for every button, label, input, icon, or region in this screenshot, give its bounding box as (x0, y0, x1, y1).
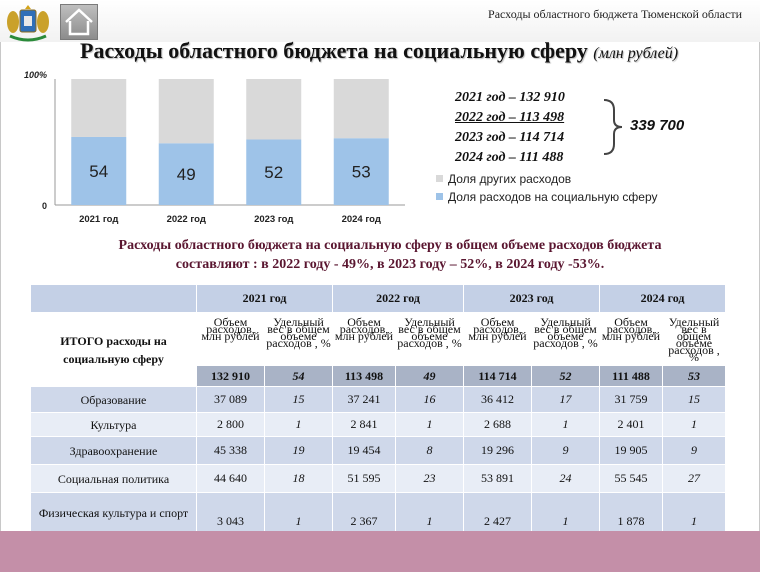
header-year-2021: 2021 год (197, 285, 333, 313)
row-value-cell: 23 (396, 465, 464, 493)
bar-segment (246, 79, 301, 139)
home-button[interactable] (60, 4, 98, 40)
table-row (31, 493, 726, 533)
page-title (80, 38, 678, 64)
row-value-cell: 9 (532, 437, 600, 465)
row-value-cell: 53 891 (464, 465, 532, 493)
row-value-cell: 37 089 (197, 387, 265, 413)
year-total-2024: 2024 год – 111 488 (455, 150, 564, 165)
header-year-2024: 2024 год (600, 285, 726, 313)
org-title: Расходы областного бюджета Тюменской области (488, 7, 742, 21)
row-name: Культура (31, 413, 197, 437)
sub-volume-2021: Объем расходов, млн рублей (197, 313, 265, 366)
header-year-2022: 2022 год (333, 285, 464, 313)
row-value-cell: 2 688 (464, 413, 532, 437)
year-total-2023: 2023 год – 114 714 (455, 130, 565, 145)
legend-item-other (436, 170, 658, 188)
row-value-cell: 1 878 (600, 493, 663, 533)
total-cell: 52 (532, 366, 600, 387)
row-value-cell: 19 454 (333, 437, 396, 465)
row-value-cell: 3 043 (197, 493, 265, 533)
sub-volume-2022: Объем расходов, млн рублей (333, 313, 396, 366)
expenses-table (30, 284, 726, 533)
sub-share-2022: Удельный вес в общем объеме расходов , % (396, 313, 464, 366)
row-value-cell: 24 (532, 465, 600, 493)
bar-segment (71, 79, 126, 137)
row-value-cell: 15 (265, 387, 333, 413)
total-cell: 111 488 (600, 366, 663, 387)
legend-item-social (436, 188, 658, 206)
row-value-cell: 19 905 (600, 437, 663, 465)
total-cell: 49 (396, 366, 464, 387)
row-value-cell: 8 (396, 437, 464, 465)
table-subheader-row (31, 313, 726, 366)
table-header-row (31, 285, 726, 313)
year-total-2021: 2021 год – 132 910 (455, 90, 565, 105)
total-cell: 132 910 (197, 366, 265, 387)
summary-text (60, 236, 720, 274)
bar-data-label: 53 (351, 162, 371, 182)
row-value-cell: 55 545 (600, 465, 663, 493)
sub-share-2021: Удельный вес в общем объеме расходов , % (265, 313, 333, 366)
row-name: Физическая культура и спорт (31, 493, 197, 533)
row-value-cell: 2 401 (600, 413, 663, 437)
summary-line-2: составляют : в 2022 году - 49%, в 2023 году – 52%, в 2024 году -53%. (175, 257, 605, 272)
bar-data-label: 52 (264, 163, 284, 183)
header-empty-cell (31, 285, 197, 313)
x-tick-label: 2021 год (79, 214, 119, 225)
bar-segment (334, 79, 389, 138)
row-value-cell: 2 800 (197, 413, 265, 437)
itogo-label: ИТОГО расходы на социальную сферу (31, 313, 197, 387)
sub-share-2024: Удельный вес в общем объеме расходов , % (663, 313, 726, 366)
y-tick-label: 100% (23, 70, 47, 80)
total-cell: 53 (663, 366, 726, 387)
row-value-cell: 19 (265, 437, 333, 465)
row-value-cell: 27 (663, 465, 726, 493)
row-value-cell: 1 (663, 493, 726, 533)
y-tick-label: 0 (41, 201, 47, 211)
coat-of-arms-icon (6, 4, 50, 42)
x-tick-label: 2022 год (166, 214, 206, 225)
summary-line-1: Расходы областного бюджета на социальную сферу в общем объеме расходов бюджета (118, 238, 662, 253)
total-cell: 113 498 (333, 366, 396, 387)
row-value-cell: 1 (265, 413, 333, 437)
row-value-cell: 2 427 (464, 493, 532, 533)
row-value-cell: 18 (265, 465, 333, 493)
total-cell: 54 (265, 366, 333, 387)
row-value-cell: 9 (663, 437, 726, 465)
row-value-cell: 15 (663, 387, 726, 413)
row-value-cell: 1 (396, 493, 464, 533)
row-value-cell: 51 595 (333, 465, 396, 493)
year-total-2022: 2022 год – 113 498 (455, 110, 565, 125)
row-value-cell: 1 (265, 493, 333, 533)
row-name: Социальная политика (31, 465, 197, 493)
legend-label-other: Доля других расходов (448, 172, 572, 186)
row-name: Здравоохранение (31, 437, 197, 465)
chart-legend (436, 170, 658, 206)
row-name: Образование (31, 387, 197, 413)
table-row (31, 465, 726, 493)
row-value-cell: 2 841 (333, 413, 396, 437)
year-totals-list (455, 88, 565, 168)
row-value-cell: 1 (532, 413, 600, 437)
title-unit: (млн рублей) (593, 45, 679, 62)
row-value-cell: 1 (532, 493, 600, 533)
row-value-cell: 45 338 (197, 437, 265, 465)
row-value-cell: 37 241 (333, 387, 396, 413)
sub-volume-2023: Объем расходов, млн рублей (464, 313, 532, 366)
total-cell: 114 714 (464, 366, 532, 387)
bar-data-label: 54 (89, 161, 109, 181)
row-value-cell: 16 (396, 387, 464, 413)
stacked-bar-chart (0, 62, 440, 232)
row-value-cell: 19 296 (464, 437, 532, 465)
sub-share-2023: Удельный вес в общем объеме расходов , % (532, 313, 600, 366)
row-value-cell: 1 (396, 413, 464, 437)
row-value-cell: 1 (663, 413, 726, 437)
footer-band (0, 531, 760, 572)
table-row (31, 387, 726, 413)
grand-total: 339 700 (630, 117, 685, 134)
table-row (31, 437, 726, 465)
bar-data-label: 49 (176, 165, 196, 185)
row-value-cell: 36 412 (464, 387, 532, 413)
row-value-cell: 2 367 (333, 493, 396, 533)
row-value-cell: 44 640 (197, 465, 265, 493)
home-icon (61, 5, 97, 39)
x-tick-label: 2024 год (341, 214, 381, 225)
header-year-2023: 2023 год (464, 285, 600, 313)
legend-label-social: Доля расходов на социальную сферу (448, 190, 658, 204)
page-title-text: Расходы областного бюджета на социальную сферу (80, 38, 588, 63)
bar-segment (159, 79, 214, 143)
curly-brace-icon (600, 98, 624, 156)
row-value-cell: 17 (532, 387, 600, 413)
sub-volume-2024: Объем расходов, млн рублей (600, 313, 663, 366)
row-value-cell: 31 759 (600, 387, 663, 413)
table-row (31, 413, 726, 437)
x-tick-label: 2023 год (254, 214, 294, 225)
